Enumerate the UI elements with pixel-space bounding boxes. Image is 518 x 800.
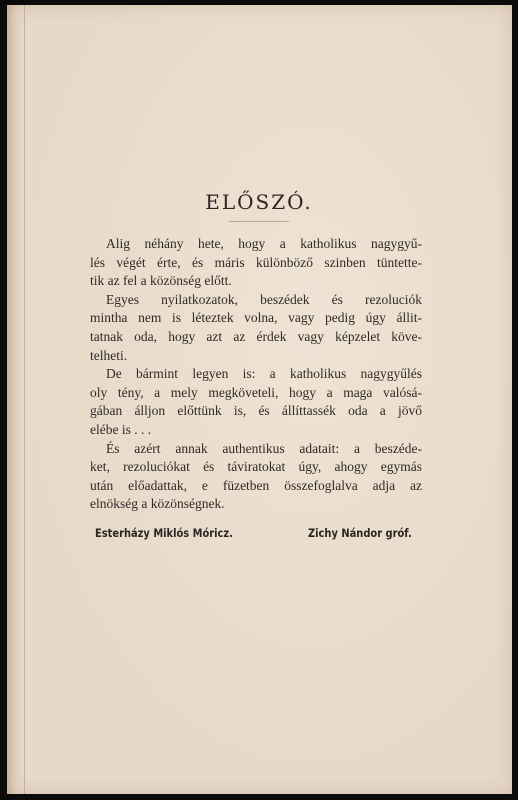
- text-line: De bármint legyen is: a katholikus nagygyűlés: [106, 366, 422, 382]
- page-title: ELŐSZÓ.: [205, 190, 313, 214]
- signature-left: Esterházy Miklós Móricz.: [95, 526, 233, 540]
- text-line: gában álljon előttünk is, és állíttassék oda a jövő: [90, 403, 422, 419]
- text-line: mintha nem is léteztek volna, vagy pedig úgy állit-: [90, 310, 422, 326]
- text-line: után előadattak, e füzetben összefoglalva adja az: [90, 477, 422, 493]
- text-line: lés végét érte, és máris különböző szinben tüntette-: [90, 254, 422, 270]
- title-rule: [229, 221, 289, 222]
- text-line: ket, rezoluciókat és táviratokat úgy, ahogy egymás: [90, 459, 422, 475]
- text-line: tik az fel a közönség előtt.: [90, 273, 232, 289]
- text-line: elnökség a közönségnek.: [90, 496, 225, 512]
- text-line: tatnak oda, hogy azt az érdek vagy képzelet köve-: [90, 328, 422, 344]
- text-line: oly tény, a mely megköveteli, hogy a maga valósá-: [90, 384, 422, 400]
- text-line: Alig néhány hete, hogy a katholikus nagygyű-: [106, 236, 422, 251]
- binding-edge: [24, 5, 25, 794]
- signature-right: Zichy Nándor gróf.: [308, 526, 412, 540]
- text-line: És azért annak authentikus adatait: a beszéde-: [106, 440, 422, 456]
- text-line: telheti.: [90, 347, 128, 363]
- text-line: elébe is . . .: [90, 421, 152, 437]
- preface-text: [90, 235, 422, 514]
- text-line: Egyes nyilatkozatok, beszédek és rezoluciók: [106, 291, 422, 307]
